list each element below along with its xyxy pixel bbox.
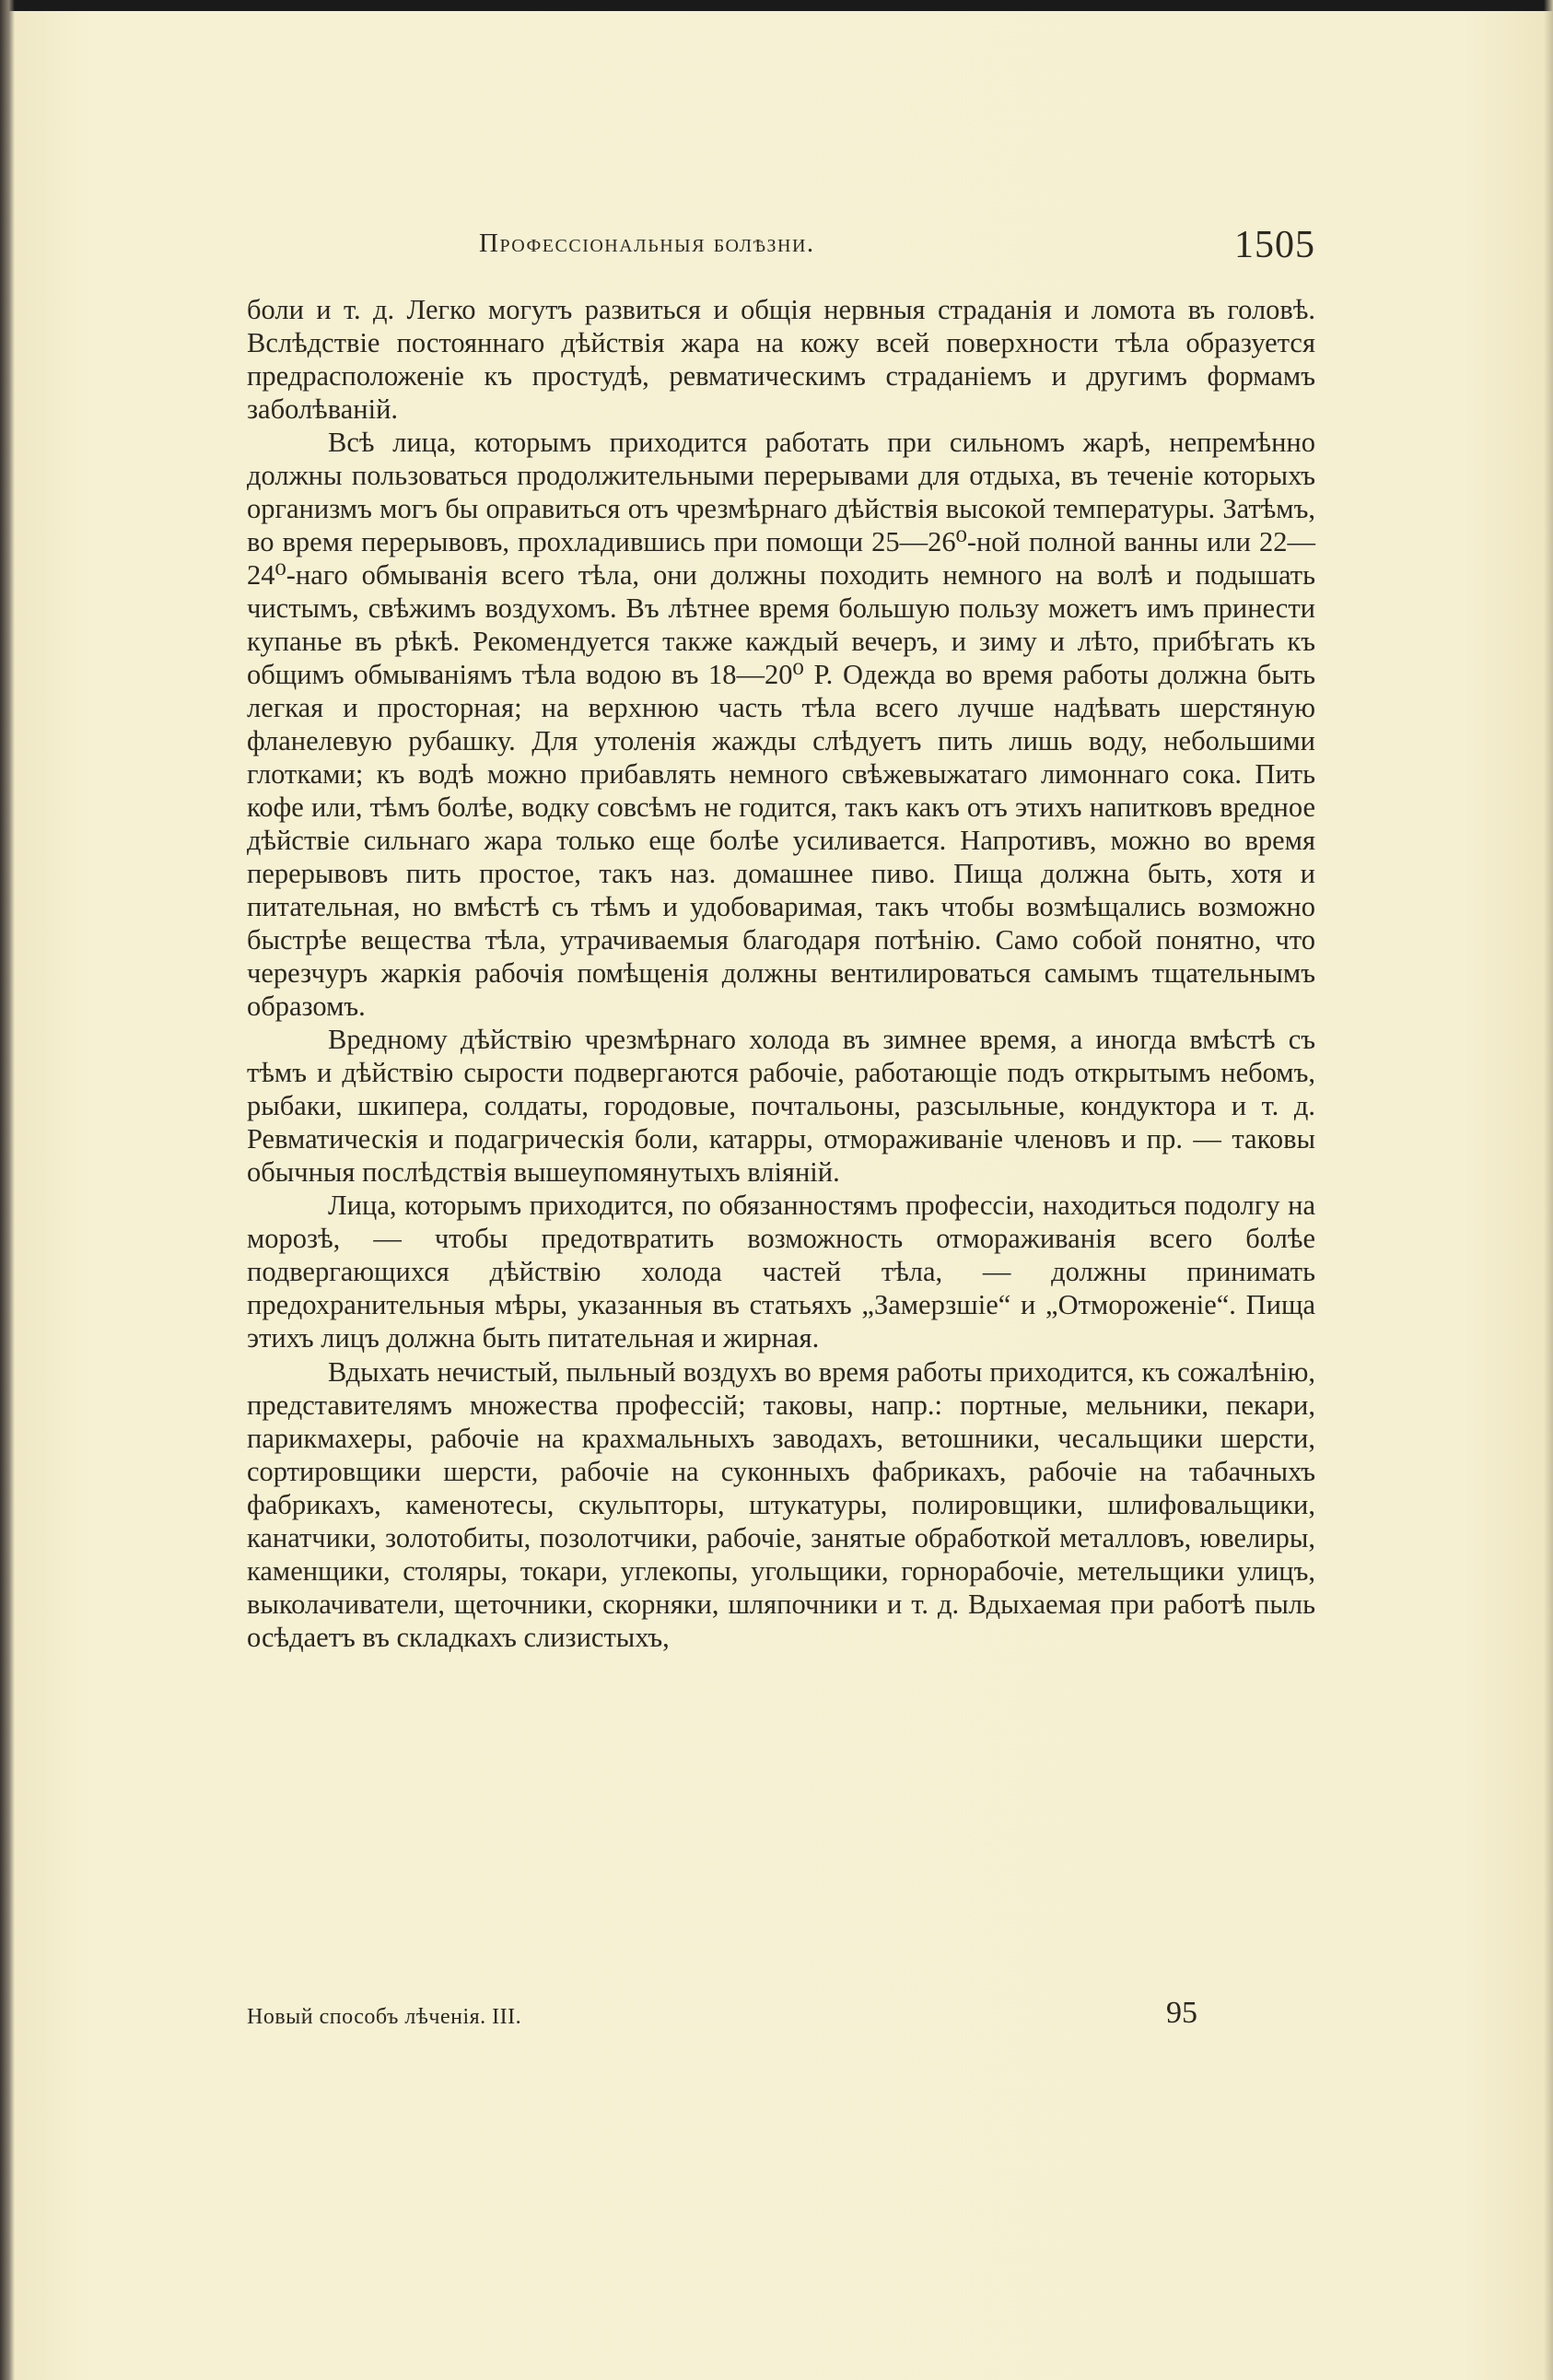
page-header [247,224,1315,284]
paragraph-continuation: боли и т. д. Легко могутъ развиться и общія нервныя страданія и ломота въ головѣ. Вслѣдствіе постояннаго дѣйствія жара на кожу всей поверхности тѣла образуется предрасположеніе къ простудѣ, ревматическимъ страданіемъ и другимъ формамъ заболѣваній. [247,294,1315,426]
running-title: Профессіональныя болѣзни. [479,229,815,258]
footer-signature: Новый способъ лѣченія. III. [247,2005,522,2029]
paragraph-cold-effects: Вредному дѣйствію чрезмѣрнаго холода въ зимнее время, а иногда вмѣстѣ съ тѣмъ и дѣйствію сырости подвергаются рабочіе, работающіе подъ открытымъ небомъ, рыбаки, шкипера, солдаты, городовые, почтальоны, разсыльные, кондуктора и т. д. Ревматическія и подагрическія боли, катарры, отмораживаніе членовъ и пр. — таковы обычныя послѣдствія вышеупомянутыхъ вліяній. [247,1024,1315,1189]
paragraph-heat-precautions: Всѣ лица, которымъ приходится работать при сильномъ жарѣ, непремѣнно должны пользоваться продолжительными перерывами для отдыха, въ теченіе которыхъ организмъ могъ бы оправиться отъ чрезмѣрнаго дѣйствія высокой температуры. Затѣмъ, во время перерывовъ, прохладившись при помощи 25—26⁰-ной полной ванны или 22—24⁰-наго обмыванія всего тѣла, они должны походить немного на волѣ и подышать чистымъ, свѣжимъ воздухомъ. Въ лѣтнее время большую пользу можетъ имъ принести купанье въ рѣкѣ. Рекомендуется также каждый вечеръ, и зиму и лѣто, прибѣгать къ общимъ обмываніямъ тѣла водою въ 18—20⁰ Р. Одежда во время работы должна быть легкая и просторная; на верхнюю часть тѣла всего лучше надѣвать шерстяную фланелевую рубашку. Для утоленія жажды слѣдуетъ пить лишь воду, небольшими глотками; къ водѣ можно прибавлять немного свѣжевыжатаго лимоннаго сока. Пить кофе или, тѣмъ болѣе, водку совсѣмъ не годится, такъ какъ отъ этихъ напитковъ вредное дѣйствіе сильнаго жара только еще болѣе усиливается. Напротивъ, можно во время перерывовъ пить простое, такъ наз. домашнее пиво. Пища должна быть, хотя и питательная, но вмѣстѣ съ тѣмъ и удобоваримая, такъ чтобы возмѣщались возможно быстрѣе вещества тѣла, утрачиваемыя благодаря потѣнію. Само собой понятно, что черезчуръ жаркія рабочія помѣщенія должны вентилироваться самымъ тщательнымъ образомъ. [247,427,1315,1023]
scan-top-edge [0,0,1553,11]
scan-binding-shadow [0,0,15,2380]
sheet-number: 95 [1166,1996,1197,2030]
page-number: 1505 [1234,224,1315,266]
scan-right-edge [1544,0,1553,2380]
paragraph-frost-precautions: Лица, которымъ приходится, по обязанностямъ профессіи, находиться подолгу на морозѣ, — чтобы предотвратить возможность отмораживанія всего болѣе подвергающихся дѣйствію холода частей тѣла, — должны принимать предохранительныя мѣры, указанныя въ статьяхъ „Замерзшіе“ и „Отмороженіе“. Пища этихъ лицъ должна быть питательная и жирная. [247,1190,1315,1354]
paragraph-dust-professions: Вдыхать нечистый, пыльный воздухъ во время работы приходится, къ сожалѣнію, представителямъ множества профессій; таковы, напр.: портные, мельники, пекари, парикмахеры, рабочіе на крахмальныхъ заводахъ, ветошники, чесальщики шерсти, сортировщики шерсти, рабочіе на суконныхъ фабрикахъ, рабочіе на табачныхъ фабрикахъ, каменотесы, скульпторы, штукатуры, полировщики, шлифовальщики, канатчики, золотобиты, позолотчики, рабочіе, занятые обработкой металловъ, ювелиры, каменщики, столяры, токари, углекопы, угольщики, горнорабочіе, метельщики улицъ, выколачиватели, щеточники, скорняки, шляпочники и т. д. Вдыхаемая при работѣ пыль осѣдаетъ въ складкахъ слизистыхъ, [247,1355,1315,1653]
body-text [247,293,1315,1654]
page-footer [247,1996,1315,2047]
